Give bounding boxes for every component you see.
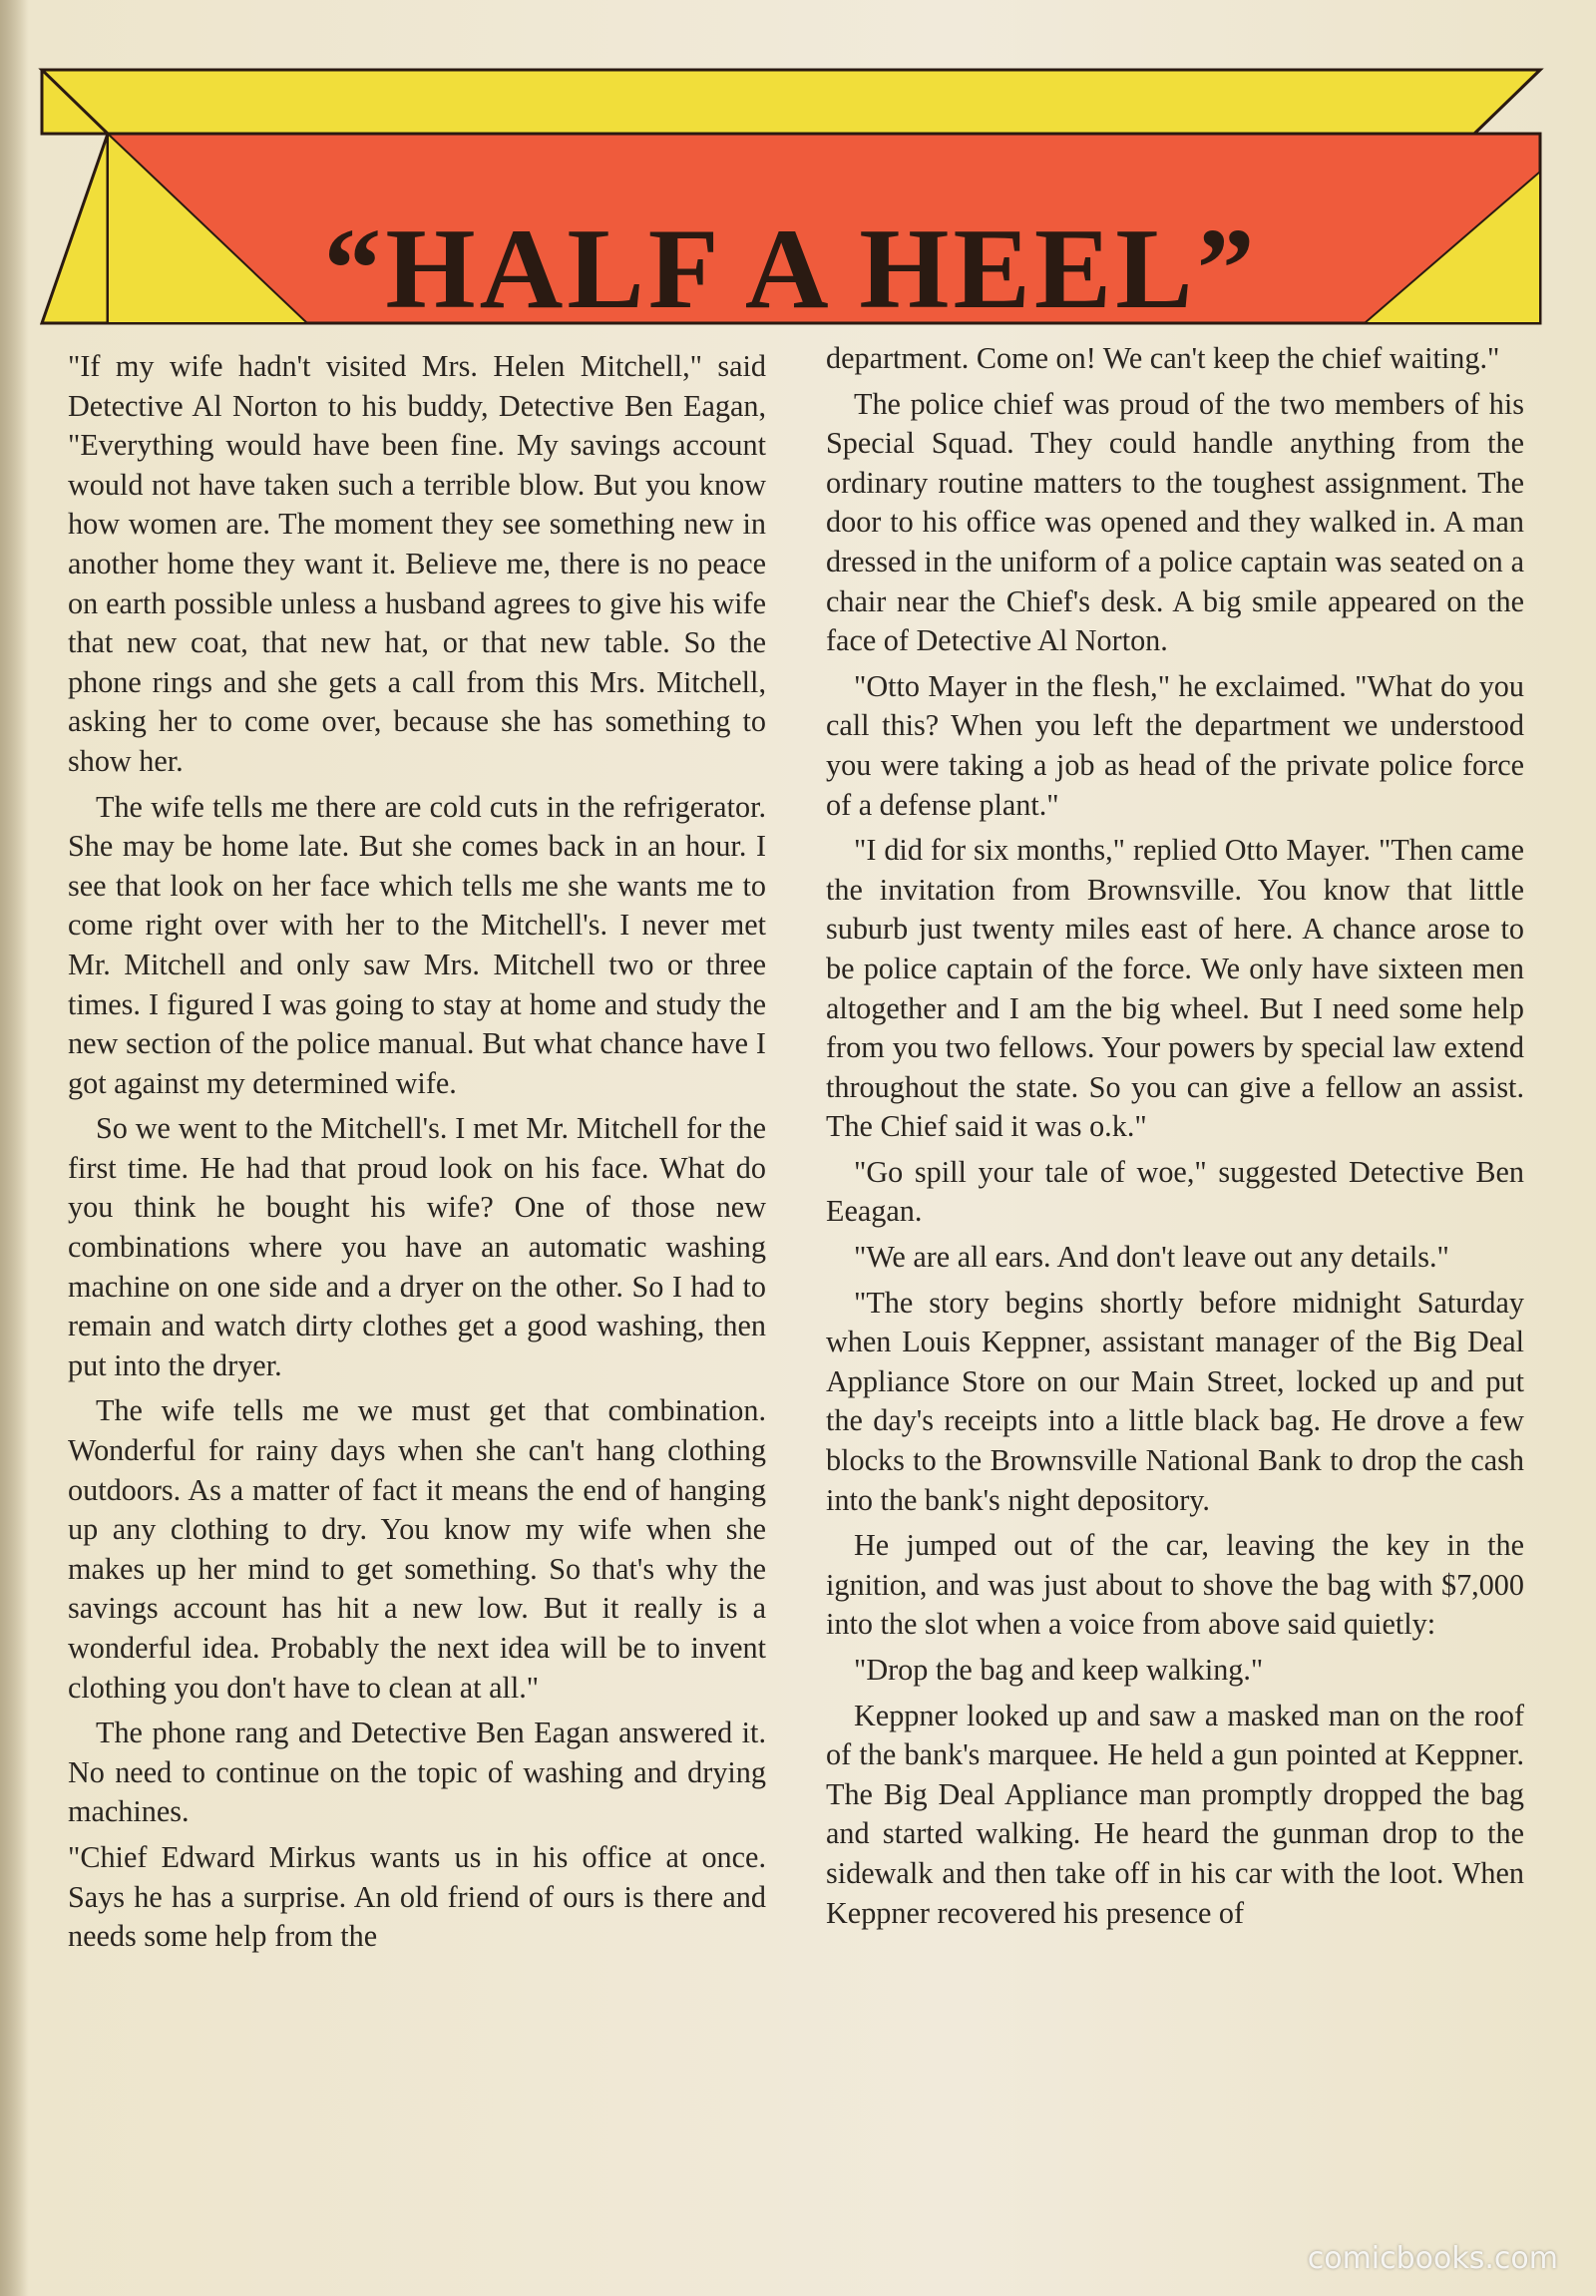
paragraph: Keppner looked up and saw a masked man on the roof of the bank's marquee. He held a gun pointed at Keppner. The Big Deal Appliance man promptly dropped the bag and started walking. He heard the gunman drop to the sidewalk and then take off in his car with the loot. When Keppner recovered his presence of bbox=[826, 1698, 1524, 1930]
right-text-column bbox=[826, 339, 1524, 2259]
paragraph: "Chief Edward Mirkus wants us in his office at once. Says he has a surprise. An old friend of ours is there and needs some help from the bbox=[68, 1839, 766, 1954]
banner-top-band bbox=[42, 70, 1540, 134]
paragraph: The phone rang and Detective Ben Eagan answered it. No need to continue on the topic of washing and drying machines. bbox=[68, 1716, 766, 1829]
paragraph: "The story begins shortly before midnight Saturday when Louis Keppner, assistant manager of the Big Deal Appliance Store on our Main Street, locked up and put the day's receipts into a little black bag. He drove a few blocks to the Brownsville National Bank to drop the cash into the bank's night depository. bbox=[826, 1285, 1524, 1517]
paragraph: He jumped out of the car, leaving the key in the ignition, and was just about to shove the bag with $7,000 into the slot when a voice from above said quietly: bbox=[826, 1528, 1524, 1642]
paragraph: The police chief was proud of the two members of his Special Squad. They could handle anything from the ordinary routine matters to the toughest assignment. The door to his office was opened and they walked in. A man dressed in the uniform of a police captain was seated on a chair near the Chief's desk. A big smile appeared on the face of Detective Al Norton. bbox=[826, 386, 1524, 658]
paragraph: The wife tells me there are cold cuts in the refrigerator. She may be home late. But she comes back in an hour. I see that look on her face which tells me she wants me to come right over with her to the Mitchell's. I never met Mr. Mitchell and only saw Mrs. Mitchell two or three times. I figured I was going to stay at home and study the new section of the police manual. But what chance have I got against my determined wife. bbox=[68, 789, 766, 1100]
site-watermark: comicbooks.com bbox=[1307, 2241, 1558, 2276]
page-gutter-shadow bbox=[0, 0, 28, 2296]
left-text-column bbox=[68, 347, 766, 2267]
paragraph: So we went to the Mitchell's. I met Mr. Mitchell for the first time. He had that proud look on his face. What do you think he bought his wife? One of those new combinations where you have an automatic washing machine on one side and a dryer on the other. So I had to remain and watch dirty clothes get a good washing, then put into the dryer. bbox=[68, 1111, 766, 1382]
paragraph: "I did for six months," replied Otto Mayer. "Then came the invitation from Brownsville. You know that little suburb just twenty miles east of here. A chance arose to be police captain of the force. We only have sixteen men altogether and I am the big wheel. But I need some help from you two fellows. Your powers by special law extend throughout the state. So you can give a fellow an assist. The Chief said it was o.k." bbox=[826, 833, 1524, 1144]
paragraph: "Otto Mayer in the flesh," he exclaimed. "What do you call this? When you left the department we understood you were taking a job as head of the private police force of a defense plant." bbox=[826, 668, 1524, 822]
paragraph: department. Come on! We can't keep the chief waiting." bbox=[826, 341, 1500, 375]
paragraph: "We are all ears. And don't leave out any details." bbox=[854, 1240, 1449, 1275]
title-banner bbox=[38, 62, 1544, 331]
paragraph: "If my wife hadn't visited Mrs. Helen Mitchell," said Detective Al Norton to his buddy, Detective Ben Eagan, "Everything would have been fine. My savings account would not have taken such a terrible blow. But you know how women are. The moment they see something new in another home they want it. Believe me, there is no peace on earth possible unless a husband agrees to give his wife that new coat, that new hat, or that new table. So the phone rings and she gets a call from this Mrs. Mitchell, asking her to come over, because she has something to show her. bbox=[68, 349, 766, 778]
paragraph: The wife tells me we must get that combination. Wonderful for rainy days when she can't hang clothing outdoors. As a matter of fact it means the end of hanging up any clothing to dry. You know my wife when she makes up her mind to get something. So that's why the savings account has hit a new low. But it really is a wonderful idea. Probably the next idea will be to invent clothing you don't have to clean at all." bbox=[68, 1393, 766, 1705]
paragraph: "Go spill your tale of woe," suggested Detective Ben Eeagan. bbox=[826, 1154, 1524, 1229]
story-title: “HALF A HEEL” bbox=[323, 205, 1259, 333]
paragraph: "Drop the bag and keep walking." bbox=[854, 1653, 1264, 1687]
